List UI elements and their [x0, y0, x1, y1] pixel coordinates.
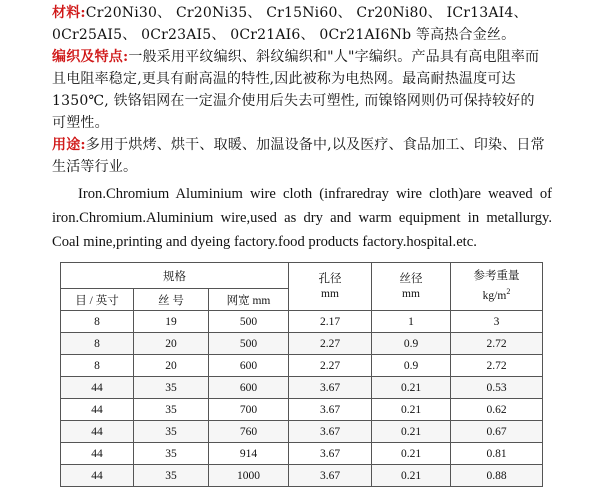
usage-label: 用途:	[52, 137, 86, 153]
width-cell: 760	[209, 421, 289, 443]
aperture-cell: 2.27	[289, 355, 372, 377]
wire-diameter-cell: 1	[372, 311, 451, 333]
width-cell: 1000	[209, 465, 289, 487]
width-cell: 500	[209, 333, 289, 355]
table-row	[61, 443, 543, 465]
mesh-cell: 44	[61, 377, 134, 399]
weight-cell: 0.53	[451, 377, 543, 399]
table-row	[61, 311, 543, 333]
wire-number-cell: 35	[134, 421, 209, 443]
aperture-cell: 3.67	[289, 443, 372, 465]
width-header: 网宽 mm	[209, 289, 289, 311]
wire-number-cell: 20	[134, 333, 209, 355]
table-body	[61, 311, 543, 487]
features-paragraph	[52, 46, 548, 134]
weight-cell: 0.67	[451, 421, 543, 443]
wire-diameter-cell: 0.21	[372, 377, 451, 399]
material-label: 材料:	[52, 5, 86, 21]
aperture-cell: 3.67	[289, 421, 372, 443]
weight-cell: 0.62	[451, 399, 543, 421]
mesh-header: 目 / 英寸	[61, 289, 134, 311]
weight-cell: 2.72	[451, 333, 543, 355]
weight-unit: $kg/m^2$	[482, 287, 511, 302]
wire-number-header: 丝 号	[134, 289, 209, 311]
english-description: Iron.Chromium Aluminium wire cloth (infraredray wire cloth)are weaved of iron.Chromium.Aluminium wire,used as dry and warm equipment in metallurgy. Coal mine,printing and dyeing factory.food products factory.hospital.etc.	[52, 186, 552, 250]
wire-diameter-cell: 0.21	[372, 399, 451, 421]
wire-number-cell: 35	[134, 443, 209, 465]
table-row	[61, 333, 543, 355]
material-text: Cr20Ni30、 Cr20Ni35、 Cr15Ni60、 Cr20Ni80、 ICr13AI4、 0Cr25AI5、 0Cr23AI5、 0Cr21AI6、 0Cr21AI6Nb 等高热合金丝。	[52, 5, 528, 43]
wire-number-cell: 19	[134, 311, 209, 333]
wire-number-cell: 35	[134, 399, 209, 421]
mesh-cell: 44	[61, 421, 134, 443]
wire-diameter-cell: 0.9	[372, 333, 451, 355]
wire-diameter-header	[372, 263, 451, 311]
mesh-cell: 44	[61, 465, 134, 487]
wire-diameter-label: 丝径	[399, 272, 423, 285]
wire-diameter-cell: 0.21	[372, 421, 451, 443]
wire-number-cell: 20	[134, 355, 209, 377]
width-cell: 500	[209, 311, 289, 333]
width-cell: 600	[209, 377, 289, 399]
wire-number-cell: 35	[134, 377, 209, 399]
mesh-cell: 44	[61, 399, 134, 421]
table-row	[61, 399, 543, 421]
width-cell: 700	[209, 399, 289, 421]
weight-cell: 3	[451, 311, 543, 333]
width-cell: 600	[209, 355, 289, 377]
mesh-cell: 44	[61, 443, 134, 465]
wire-number-cell: 35	[134, 465, 209, 487]
material-paragraph	[52, 2, 548, 46]
table-row	[61, 421, 543, 443]
mesh-cell: 8	[61, 333, 134, 355]
aperture-cell: 2.27	[289, 333, 372, 355]
wire-diameter-unit: mm	[402, 287, 420, 300]
mesh-cell: 8	[61, 311, 134, 333]
wire-diameter-cell: 0.21	[372, 443, 451, 465]
width-cell: 914	[209, 443, 289, 465]
weight-cell: 0.88	[451, 465, 543, 487]
weight-label: 参考重量	[473, 270, 520, 283]
specification-table	[60, 262, 543, 487]
features-label: 编织及特点:	[52, 49, 129, 65]
weight-cell: 0.81	[451, 443, 543, 465]
weight-cell: 2.72	[451, 355, 543, 377]
aperture-cell: 3.67	[289, 465, 372, 487]
features-text: 一般采用平纹编织、斜纹编织和"人"字编织。产品具有高电阻率而且电阻率稳定,更具有耐高温的特性,因此被称为电热网。最高耐热温度可达 1350℃, 铁铬铝网在一定温介使用后失去可塑性, 而镍铬网则仍可保持较好的可塑性。	[52, 49, 540, 131]
aperture-cell: 3.67	[289, 399, 372, 421]
aperture-header	[289, 263, 372, 311]
spec-group-header: 规格	[61, 263, 289, 289]
aperture-unit: mm	[321, 287, 339, 300]
mesh-cell: 8	[61, 355, 134, 377]
weight-unit-text: kg/m	[482, 289, 507, 302]
aperture-cell: 3.67	[289, 377, 372, 399]
wire-diameter-cell: 0.21	[372, 465, 451, 487]
aperture-label: 孔径	[318, 272, 342, 285]
aperture-cell: 2.17	[289, 311, 372, 333]
usage-paragraph	[52, 134, 548, 178]
table-row	[61, 377, 543, 399]
table-row	[61, 465, 543, 487]
usage-text: 多用于烘烤、烘干、取暖、加温设备中,以及医疗、食品加工、印染、日常生活等行业。	[52, 137, 545, 175]
table-row	[61, 355, 543, 377]
weight-header	[451, 263, 543, 311]
wire-diameter-cell: 0.9	[372, 355, 451, 377]
